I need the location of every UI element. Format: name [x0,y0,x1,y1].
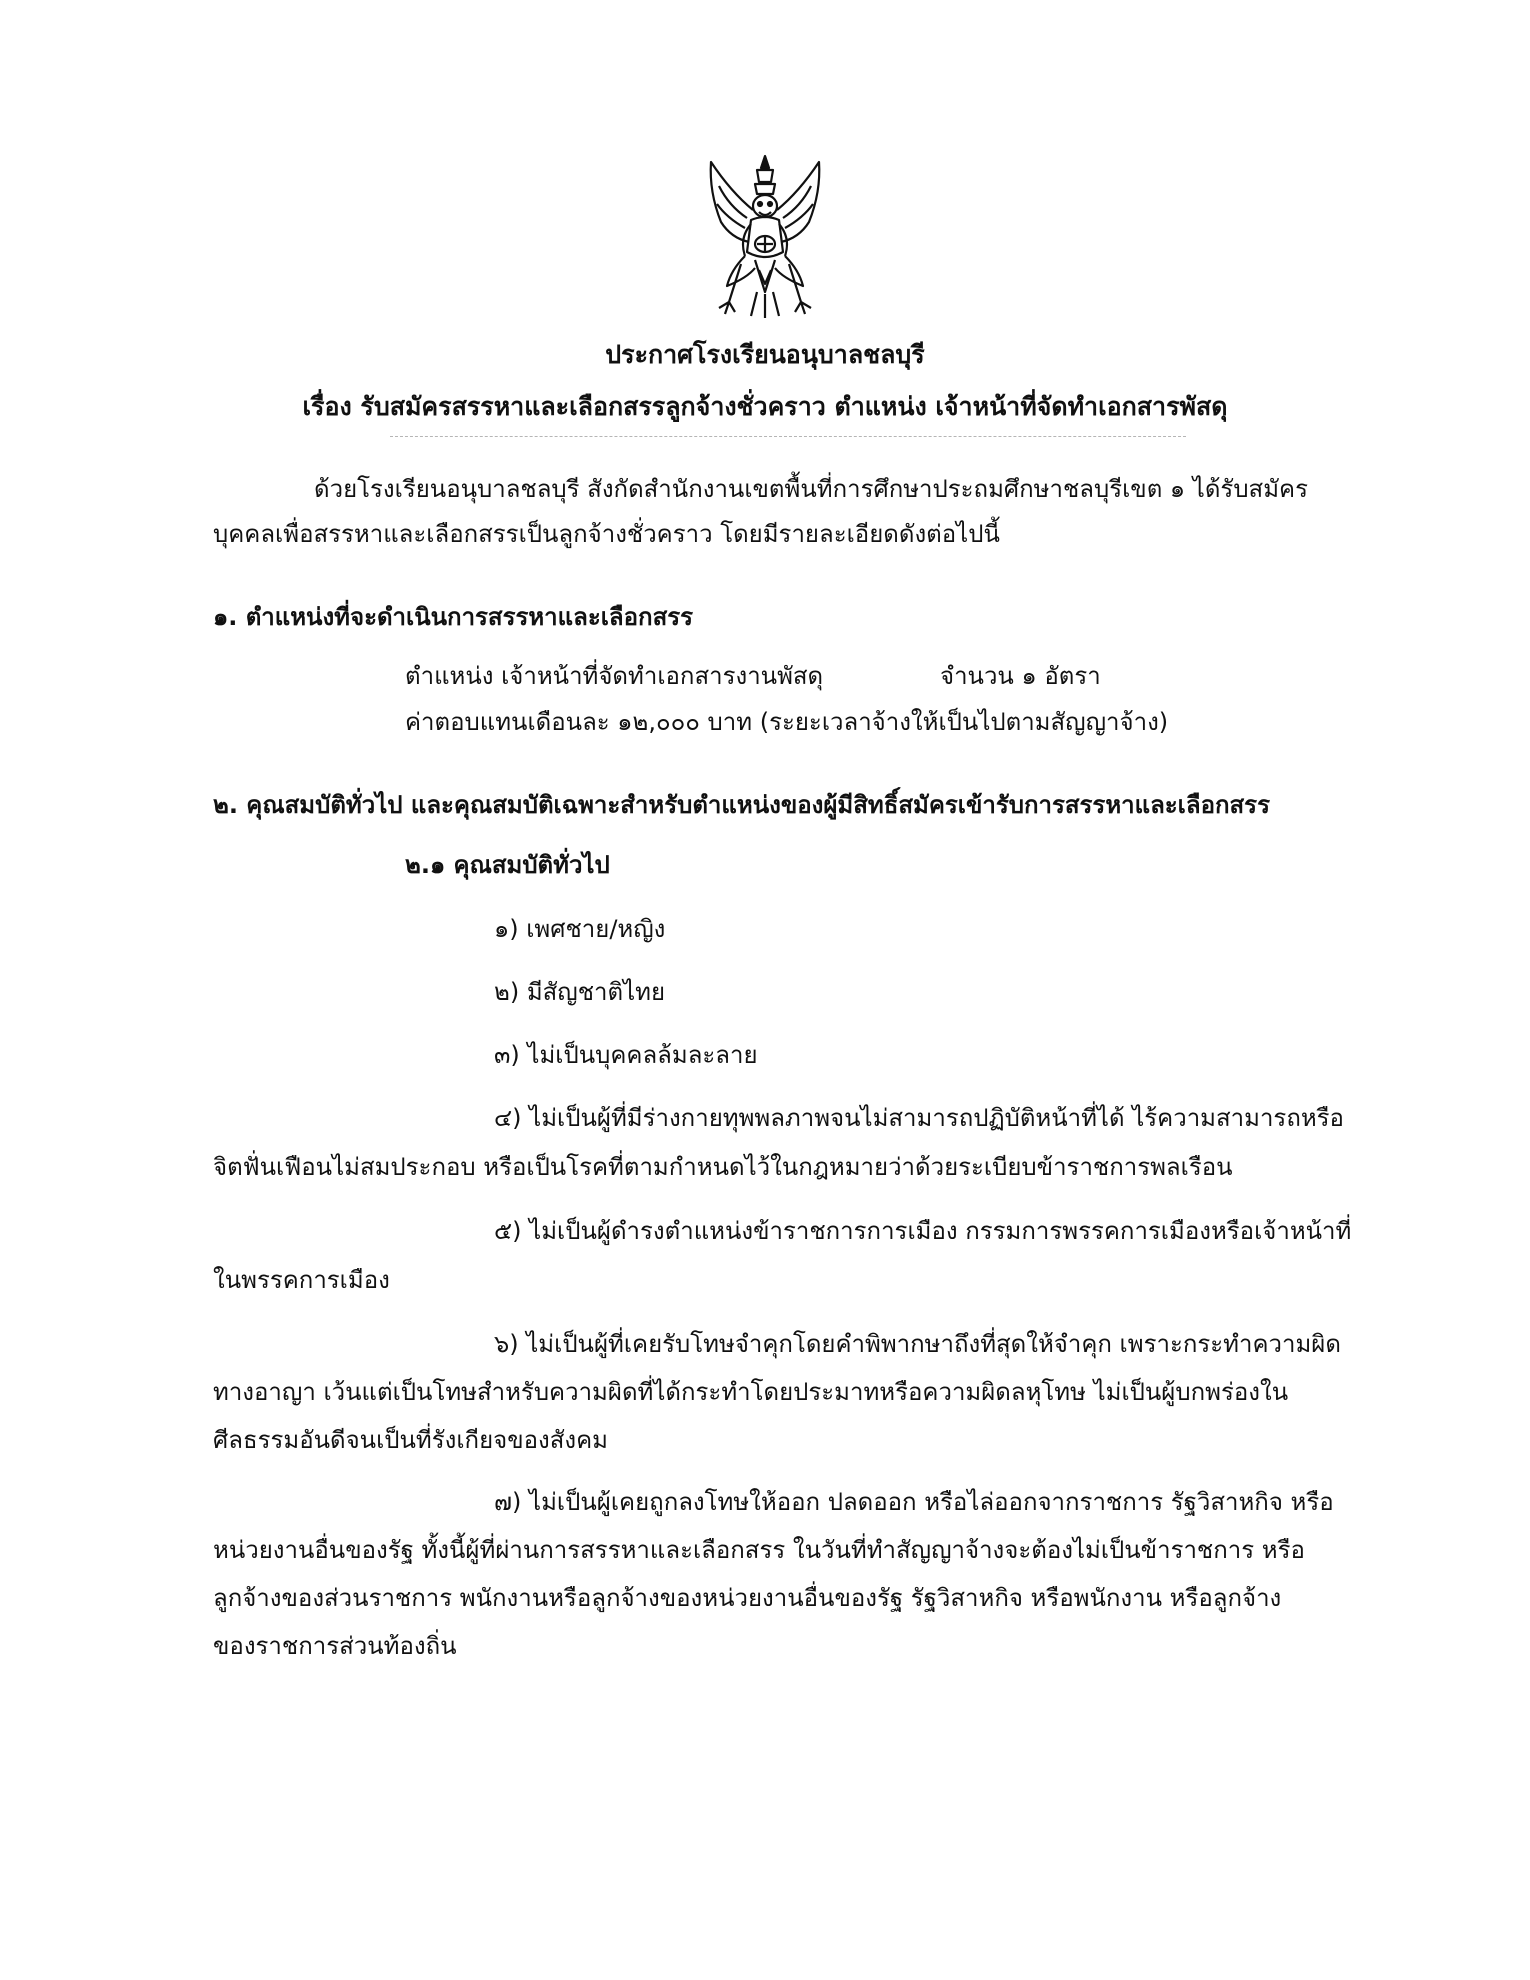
announcement-title: ประกาศโรงเรียนอนุบาลชลบุรี [605,340,925,369]
position-name: ตำแหน่ง เจ้าหน้าที่จัดทำเอกสารงานพัสดุ [405,662,824,690]
qualification-item-4-cont: จิตฟั่นเฟือนไม่สมประกอบ หรือเป็นโรคที่ตามกำหนดไว้ในกฎหมายว่าด้วยระเบียบข้าราชการพลเรือน [213,1153,1233,1181]
position-quantity: จำนวน ๑ อัตรา [940,662,1101,690]
section-2-1-heading: ๒.๑ คุณสมบัติทั่วไป [405,851,610,879]
qualification-item-7-cont: หน่วยงานอื่นของรัฐ ทั้งนี้ผู้ที่ผ่านการสรรหาและเลือกสรร ในวันที่ทำสัญญาจ้างจะต้องไม่เป็นข้าราชการ หรือ [213,1536,1305,1564]
qualification-item-5: ๕) ไม่เป็นผู้ดำรงตำแหน่งข้าราชการการเมือง กรรมการพรรคการเมืองหรือเจ้าหน้าที่ [494,1217,1352,1245]
qualification-item-4: ๔) ไม่เป็นผู้ที่มีร่างกายทุพพลภาพจนไม่สามารถปฏิบัติหน้าที่ได้ ไร้ความสามารถหรือ [494,1104,1344,1132]
qualification-item-1: ๑) เพศชาย/หญิง [494,915,666,943]
garuda-emblem-icon [701,152,829,320]
announcement-subject: เรื่อง รับสมัครสรรหาและเลือกสรรลูกจ้างชั่วคราว ตำแหน่ง เจ้าหน้าที่จัดทำเอกสารพัสดุ [302,392,1228,421]
qualification-item-6-cont: ทางอาญา เว้นแต่เป็นโทษสำหรับความผิดที่ได้กระทำโดยประมาทหรือความผิดลหุโทษ ไม่เป็นผู้บกพร่องใน [213,1378,1289,1406]
qualification-item-3: ๓) ไม่เป็นบุคคลล้มละลาย [494,1041,758,1069]
qualification-item-7: ๗) ไม่เป็นผู้เคยถูกลงโทษให้ออก ปลดออก หรือไล่ออกจากราชการ รัฐวิสาหกิจ หรือ [494,1488,1334,1516]
position-salary: ค่าตอบแทนเดือนละ ๑๒,๐๐๐ บาท (ระยะเวลาจ้างให้เป็นไปตามสัญญาจ้าง) [405,708,1169,736]
title-divider [390,436,1186,437]
intro-line-1: ด้วยโรงเรียนอนุบาลชลบุรี สังกัดสำนักงานเขตพื้นที่การศึกษาประถมศึกษาชลบุรีเขต ๑ ได้รับสมัคร [314,475,1308,503]
section-1-heading: ๑. ตำแหน่งที่จะดำเนินการสรรหาและเลือกสรร [213,603,694,631]
qualification-item-7-cont-2: ลูกจ้างของส่วนราชการ พนักงานหรือลูกจ้างของหน่วยงานอื่นของรัฐ รัฐวิสาหกิจ หรือพนักงาน หรือลูกจ้าง [213,1584,1282,1612]
intro-line-2: บุคคลเพื่อสรรหาและเลือกสรรเป็นลูกจ้างชั่วคราว โดยมีรายละเอียดดังต่อไปนี้ [213,520,1000,548]
qualification-item-5-cont: ในพรรคการเมือง [213,1266,390,1294]
qualification-item-6-cont-2: ศีลธรรมอันดีจนเป็นที่รังเกียจของสังคม [213,1426,608,1454]
qualification-item-7-cont-3: ของราชการส่วนท้องถิ่น [213,1632,457,1660]
section-2-heading: ๒. คุณสมบัติทั่วไป และคุณสมบัติเฉพาะสำหรับตำแหน่งของผู้มีสิทธิ์สมัครเข้ารับการสรรหาและเลือกสรร [213,791,1270,819]
qualification-item-2: ๒) มีสัญชาติไทย [494,978,666,1006]
qualification-item-6: ๖) ไม่เป็นผู้ที่เคยรับโทษจำคุกโดยคำพิพากษาถึงที่สุดให้จำคุก เพราะกระทำความผิด [494,1330,1341,1358]
